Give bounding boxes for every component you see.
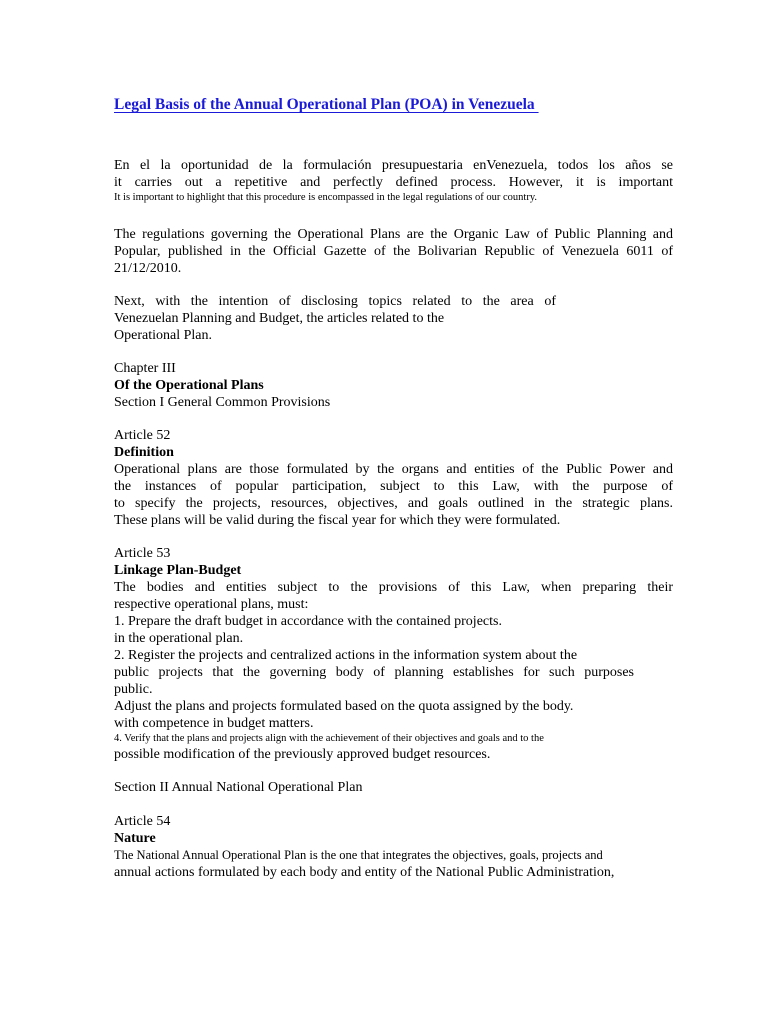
intro-line-2: it carries out a repetitive and perfectly defined process. However, it is important bbox=[114, 175, 673, 190]
regulations-paragraph bbox=[114, 226, 673, 277]
article-53-line-7: public. bbox=[114, 682, 153, 697]
article-53-number: Article 53 bbox=[114, 546, 171, 561]
article-52-line-4: These plans will be valid during the fiscal year for which they were formulated. bbox=[114, 513, 561, 528]
article-52-line-2: the instances of popular participation, subject to this Law, with the purpose of bbox=[114, 479, 673, 494]
regulations-line-1: The regulations governing the Operational Plans are the Organic Law of Public Planning and bbox=[114, 227, 673, 242]
document-title: Legal Basis of the Annual Operational Plan (POA) in Venezuela bbox=[114, 96, 539, 113]
section-1-title: Section I General Common Provisions bbox=[114, 395, 331, 410]
article-53-line-2: respective operational plans, must: bbox=[114, 597, 309, 612]
article-53-line-3: 1. Prepare the draft budget in accordance with the contained projects. bbox=[114, 614, 502, 629]
article-52 bbox=[114, 427, 673, 529]
article-53-line-9: with competence in budget matters. bbox=[114, 716, 314, 731]
regulations-line-3: 21/12/2010. bbox=[114, 261, 182, 276]
article-53-line-10: 4. Verify that the plans and projects align with the achievement of their objectives and goals and to the bbox=[114, 733, 544, 744]
article-53-line-4: in the operational plan. bbox=[114, 631, 244, 646]
chapter-number: Chapter III bbox=[114, 361, 176, 376]
article-53-line-8: Adjust the plans and projects formulated based on the quota assigned by the body. bbox=[114, 699, 574, 714]
next-paragraph bbox=[114, 293, 556, 344]
article-53-line-6: public projects that the governing body of planning establishes for such purposes bbox=[114, 665, 634, 680]
regulations-line-2: Popular, published in the Official Gazette of the Bolivarian Republic of Venezuela 6011 of bbox=[114, 244, 673, 259]
intro-line-3: It is important to highlight that this procedure is encompassed in the legal regulations of our country. bbox=[114, 192, 538, 203]
article-53-line-5: 2. Register the projects and centralized actions in the information system about the bbox=[114, 648, 578, 663]
article-53-heading: Linkage Plan-Budget bbox=[114, 563, 242, 578]
section-2-heading bbox=[114, 779, 673, 796]
chapter-heading bbox=[114, 360, 673, 411]
article-53-line-1: The bodies and entities subject to the provisions of this Law, when preparing their bbox=[114, 580, 673, 595]
article-54-line-2: annual actions formulated by each body and entity of the National Public Administration, bbox=[114, 865, 615, 880]
next-line-2: Venezuelan Planning and Budget, the articles related to the bbox=[114, 311, 445, 326]
article-52-line-1: Operational plans are those formulated by the organs and entities of the Public Power and bbox=[114, 462, 673, 477]
article-54-heading: Nature bbox=[114, 831, 156, 846]
next-line-1: Next, with the intention of disclosing topics related to the area of bbox=[114, 294, 556, 309]
chapter-title: Of the Operational Plans bbox=[114, 378, 264, 393]
article-53 bbox=[114, 545, 673, 763]
intro-line-1: En el la oportunidad de la formulación presupuestaria enVenezuela, todos los años se bbox=[114, 158, 673, 173]
article-54 bbox=[114, 813, 673, 881]
article-52-number: Article 52 bbox=[114, 428, 171, 443]
article-52-line-3: to specify the projects, resources, objectives, and goals outlined in the strategic plans. bbox=[114, 496, 673, 511]
article-54-line-1: The National Annual Operational Plan is the one that integrates the objectives, goals, projects and bbox=[114, 848, 603, 862]
section-2-title: Section II Annual National Operational Plan bbox=[114, 780, 363, 795]
next-line-3: Operational Plan. bbox=[114, 328, 212, 343]
article-52-heading: Definition bbox=[114, 445, 174, 460]
intro-paragraph bbox=[114, 157, 673, 205]
article-54-number: Article 54 bbox=[114, 814, 171, 829]
article-53-line-11: possible modification of the previously approved budget resources. bbox=[114, 747, 491, 762]
